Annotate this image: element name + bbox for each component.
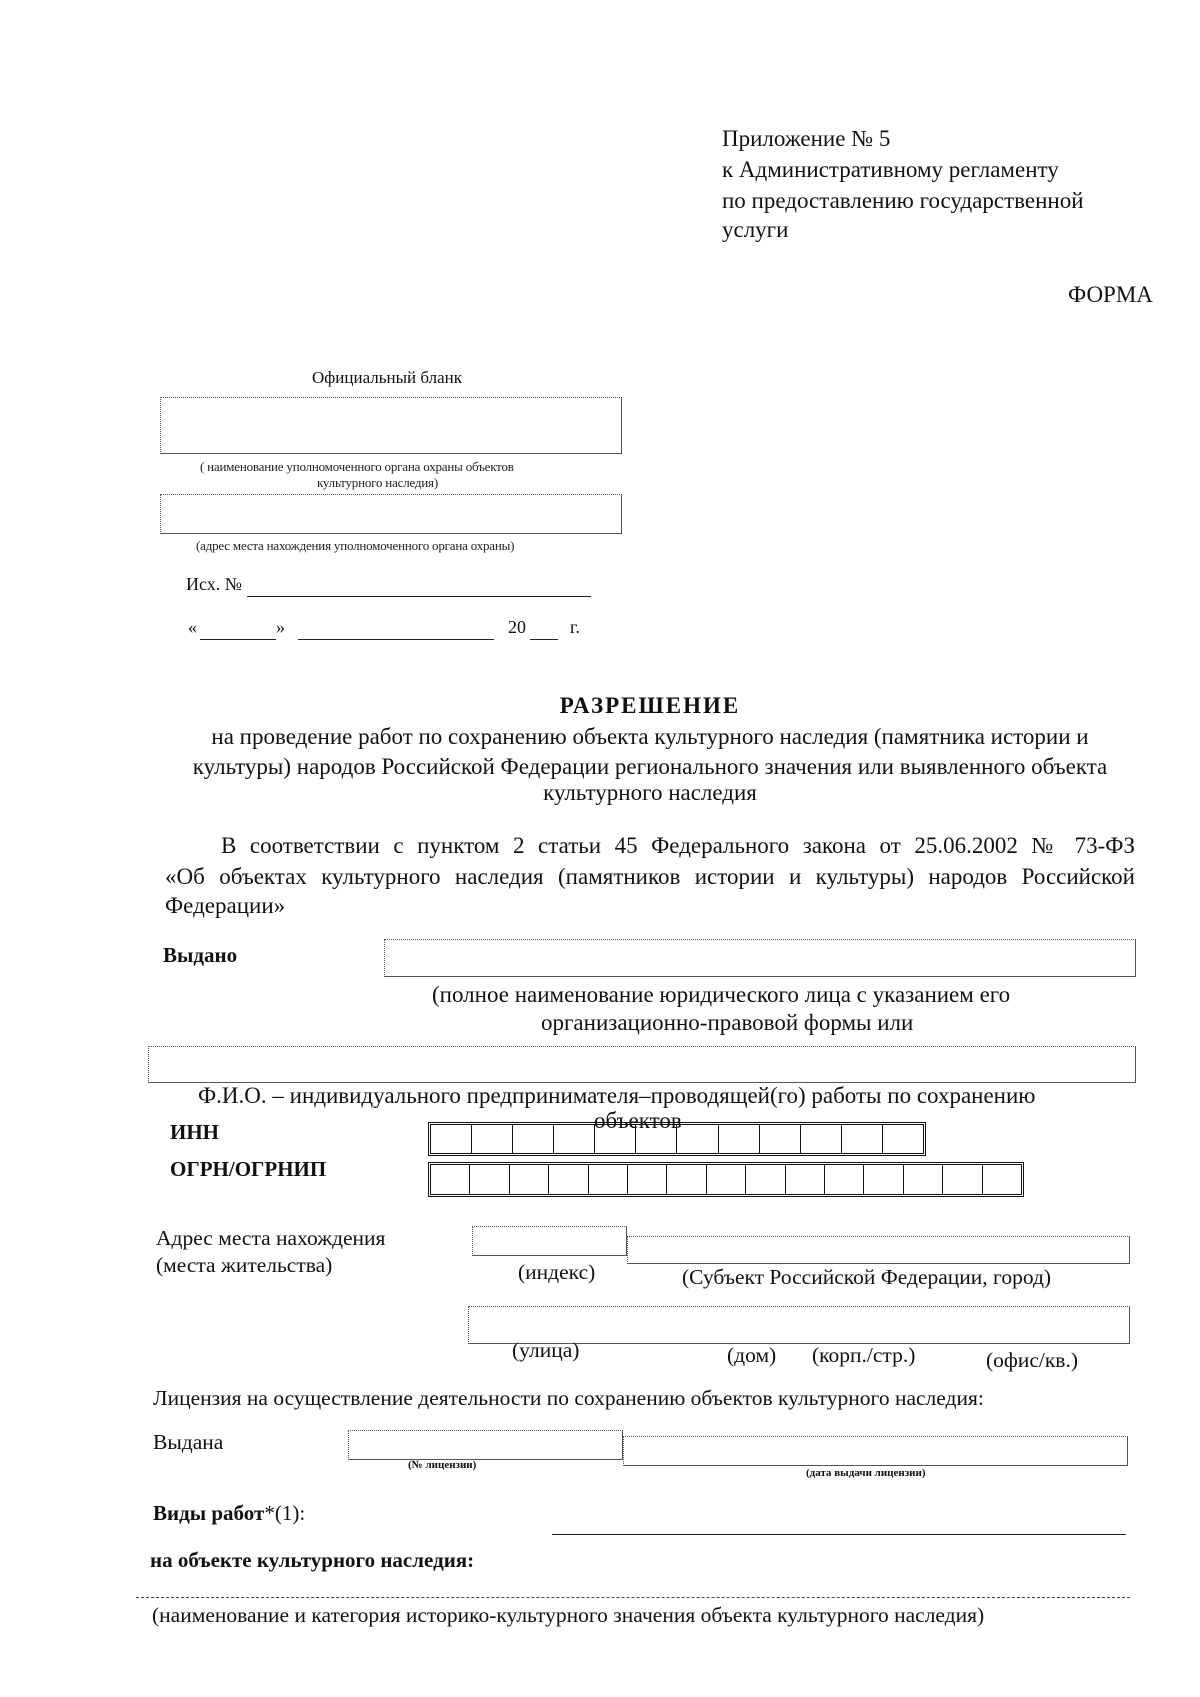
- license-number-field[interactable]: [348, 1430, 623, 1460]
- authority-name-caption-1: ( наименование уполномоченного органа охраны объектов: [200, 459, 514, 474]
- issued-caption-1: (полное наименование юридического лица с указанием его: [432, 982, 1011, 1007]
- building-caption: (корп./стр.): [812, 1343, 916, 1367]
- inn-cells[interactable]: [428, 1122, 926, 1156]
- works-type-suffix: *(1):: [264, 1501, 306, 1525]
- authority-address-input[interactable]: [161, 495, 621, 533]
- ogrn-digit-input[interactable]: [786, 1165, 824, 1194]
- document-subtitle-2: культуры) народов Российской Федерации регионального значения или выявленного объекта: [192, 754, 1108, 779]
- ogrn-digit-input[interactable]: [864, 1165, 902, 1194]
- address-label-2: (места жительства): [156, 1253, 333, 1277]
- inn-cell[interactable]: [883, 1125, 923, 1153]
- ogrn-cell[interactable]: [786, 1165, 825, 1194]
- inn-digit-input[interactable]: [472, 1125, 512, 1153]
- office-caption: (офис/кв.): [986, 1348, 1078, 1372]
- inn-digit-input[interactable]: [677, 1125, 717, 1153]
- license-date-input[interactable]: [624, 1437, 1127, 1465]
- ogrn-cell[interactable]: [470, 1165, 509, 1194]
- ogrn-cell[interactable]: [825, 1165, 864, 1194]
- ogrn-label: ОГРН/ОГРНИП: [170, 1157, 327, 1181]
- date-month-line[interactable]: [298, 617, 494, 640]
- inn-cell[interactable]: [472, 1125, 513, 1153]
- issued-to-field-2[interactable]: [148, 1046, 1136, 1083]
- heritage-object-caption: (наименование и категория историко-культурного значения объекта культурного наследия): [152, 1603, 985, 1627]
- inn-digit-input[interactable]: [554, 1125, 594, 1153]
- date-year-line[interactable]: [530, 617, 558, 640]
- license-date-caption: (дата выдачи лицензии): [806, 1467, 926, 1479]
- ogrn-digit-input[interactable]: [825, 1165, 863, 1194]
- inn-cell[interactable]: [636, 1125, 677, 1153]
- postal-index-caption: (индекс): [518, 1260, 596, 1284]
- inn-label: ИНН: [170, 1120, 220, 1144]
- issued-caption-3: Ф.И.О. – индивидуального предпринимателя–проводящей(го) работы по сохранению: [198, 1083, 1036, 1108]
- ogrn-cell[interactable]: [589, 1165, 628, 1194]
- ogrn-cell[interactable]: [746, 1165, 785, 1194]
- date-close-quote: »: [276, 617, 285, 637]
- ogrn-digit-input[interactable]: [904, 1165, 942, 1194]
- inn-digit-input[interactable]: [842, 1125, 882, 1153]
- inn-digit-input[interactable]: [801, 1125, 841, 1153]
- ogrn-cell[interactable]: [864, 1165, 903, 1194]
- ogrn-cell[interactable]: [628, 1165, 667, 1194]
- inn-digit-input[interactable]: [636, 1125, 676, 1153]
- inn-cell[interactable]: [431, 1125, 472, 1153]
- ogrn-digit-input[interactable]: [746, 1165, 784, 1194]
- ogrn-cells[interactable]: [428, 1162, 1024, 1197]
- appendix-line-2: к Административному регламенту: [722, 157, 1059, 182]
- ogrn-digit-input[interactable]: [431, 1165, 469, 1194]
- inn-digit-input[interactable]: [719, 1125, 759, 1153]
- inn-cell[interactable]: [554, 1125, 595, 1153]
- ogrn-cell[interactable]: [510, 1165, 549, 1194]
- ogrn-digit-input[interactable]: [510, 1165, 548, 1194]
- issued-caption-4: объектов: [594, 1108, 682, 1133]
- inn-cell[interactable]: [595, 1125, 636, 1153]
- appendix-line-3: по предоставлению государственной: [722, 188, 1084, 213]
- ogrn-cell[interactable]: [431, 1165, 470, 1194]
- ogrn-cell[interactable]: [549, 1165, 588, 1194]
- date-open-quote: «: [188, 617, 197, 637]
- ref-number-label: Исх. №: [186, 574, 242, 594]
- address-label-1: Адрес места нахождения: [156, 1226, 386, 1250]
- heritage-object-label: на объекте культурного наследия:: [150, 1548, 475, 1572]
- ogrn-cell[interactable]: [943, 1165, 982, 1194]
- inn-digit-input[interactable]: [883, 1125, 923, 1153]
- preamble-line-3: Федерации»: [165, 893, 286, 918]
- ogrn-digit-input[interactable]: [470, 1165, 508, 1194]
- ogrn-digit-input[interactable]: [549, 1165, 587, 1194]
- inn-cell[interactable]: [801, 1125, 842, 1153]
- postal-index-field[interactable]: [472, 1226, 627, 1256]
- authority-name-input[interactable]: [161, 398, 621, 453]
- document-title: РАЗРЕШЕНИЕ: [559, 693, 741, 718]
- ogrn-digit-input[interactable]: [707, 1165, 745, 1194]
- ogrn-digit-input[interactable]: [628, 1165, 666, 1194]
- appendix-line-4: услуги: [722, 217, 789, 242]
- heritage-object-line[interactable]: [136, 1597, 1130, 1598]
- ogrn-cell[interactable]: [983, 1165, 1021, 1194]
- issued-to-input-2[interactable]: [149, 1047, 1135, 1082]
- inn-cell[interactable]: [842, 1125, 883, 1153]
- inn-digit-input[interactable]: [431, 1125, 471, 1153]
- postal-index-input[interactable]: [473, 1227, 626, 1255]
- license-date-field[interactable]: [623, 1436, 1128, 1466]
- inn-cell[interactable]: [513, 1125, 554, 1153]
- authority-address-caption: (адрес места нахождения уполномоченного органа охраны): [196, 538, 515, 553]
- issued-caption-2: организационно-правовой формы или: [541, 1010, 914, 1035]
- preamble-line-2: «Об объектах культурного наследия (памятников истории и культуры) народов Российской: [165, 864, 1135, 889]
- preamble-line-1: В соответствии с пунктом 2 статьи 45 Федерального закона от 25.06.2002 № 73-ФЗ: [221, 833, 1135, 858]
- ogrn-digit-input[interactable]: [983, 1165, 1021, 1194]
- authority-name-caption-2: культурного наследия): [317, 475, 438, 490]
- region-city-caption: (Субъект Российской Федерации, город): [682, 1265, 1052, 1289]
- works-type-label: Виды работ*(1):: [153, 1501, 306, 1525]
- ogrn-digit-input[interactable]: [943, 1165, 981, 1194]
- house-caption: (дом): [727, 1343, 777, 1367]
- region-city-input[interactable]: [628, 1237, 1129, 1263]
- form-label: ФОРМА: [1068, 282, 1153, 307]
- official-blank-title: Официальный бланк: [312, 368, 462, 387]
- issued-to-input[interactable]: [385, 940, 1135, 976]
- license-number-input[interactable]: [349, 1431, 622, 1459]
- inn-digit-input[interactable]: [513, 1125, 553, 1153]
- year-prefix: 20: [508, 617, 526, 637]
- ref-number-line[interactable]: [247, 574, 591, 597]
- works-type-line[interactable]: [552, 1508, 1126, 1535]
- authority-address-field[interactable]: [160, 494, 622, 534]
- ogrn-digit-input[interactable]: [589, 1165, 627, 1194]
- ogrn-digit-input[interactable]: [667, 1165, 705, 1194]
- inn-digit-input[interactable]: [595, 1125, 635, 1153]
- document-subtitle-1: на проведение работ по сохранению объекта культурного наследия (памятника истории и: [211, 724, 1089, 749]
- issued-to-field[interactable]: [384, 939, 1136, 977]
- license-title: Лицензия на осуществление деятельности по сохранению объектов культурного наследия:: [153, 1386, 984, 1410]
- date-day-line[interactable]: [200, 617, 276, 640]
- document-subtitle-3: культурного наследия: [543, 780, 757, 805]
- street-caption: (улица): [512, 1338, 580, 1362]
- license-issued-label: Выдана: [153, 1430, 224, 1454]
- inn-cell[interactable]: [760, 1125, 801, 1153]
- ogrn-cell[interactable]: [667, 1165, 706, 1194]
- ogrn-cell[interactable]: [707, 1165, 746, 1194]
- inn-digit-input[interactable]: [760, 1125, 800, 1153]
- ogrn-cell[interactable]: [904, 1165, 943, 1194]
- authority-name-field[interactable]: [160, 397, 622, 454]
- appendix-line-1: Приложение № 5: [722, 126, 891, 151]
- inn-cell[interactable]: [677, 1125, 718, 1153]
- year-suffix: г.: [570, 617, 580, 637]
- inn-cell[interactable]: [719, 1125, 760, 1153]
- license-number-caption: (№ лицензии): [408, 1459, 477, 1471]
- issued-label: Выдано: [163, 943, 238, 967]
- region-city-field[interactable]: [627, 1236, 1130, 1264]
